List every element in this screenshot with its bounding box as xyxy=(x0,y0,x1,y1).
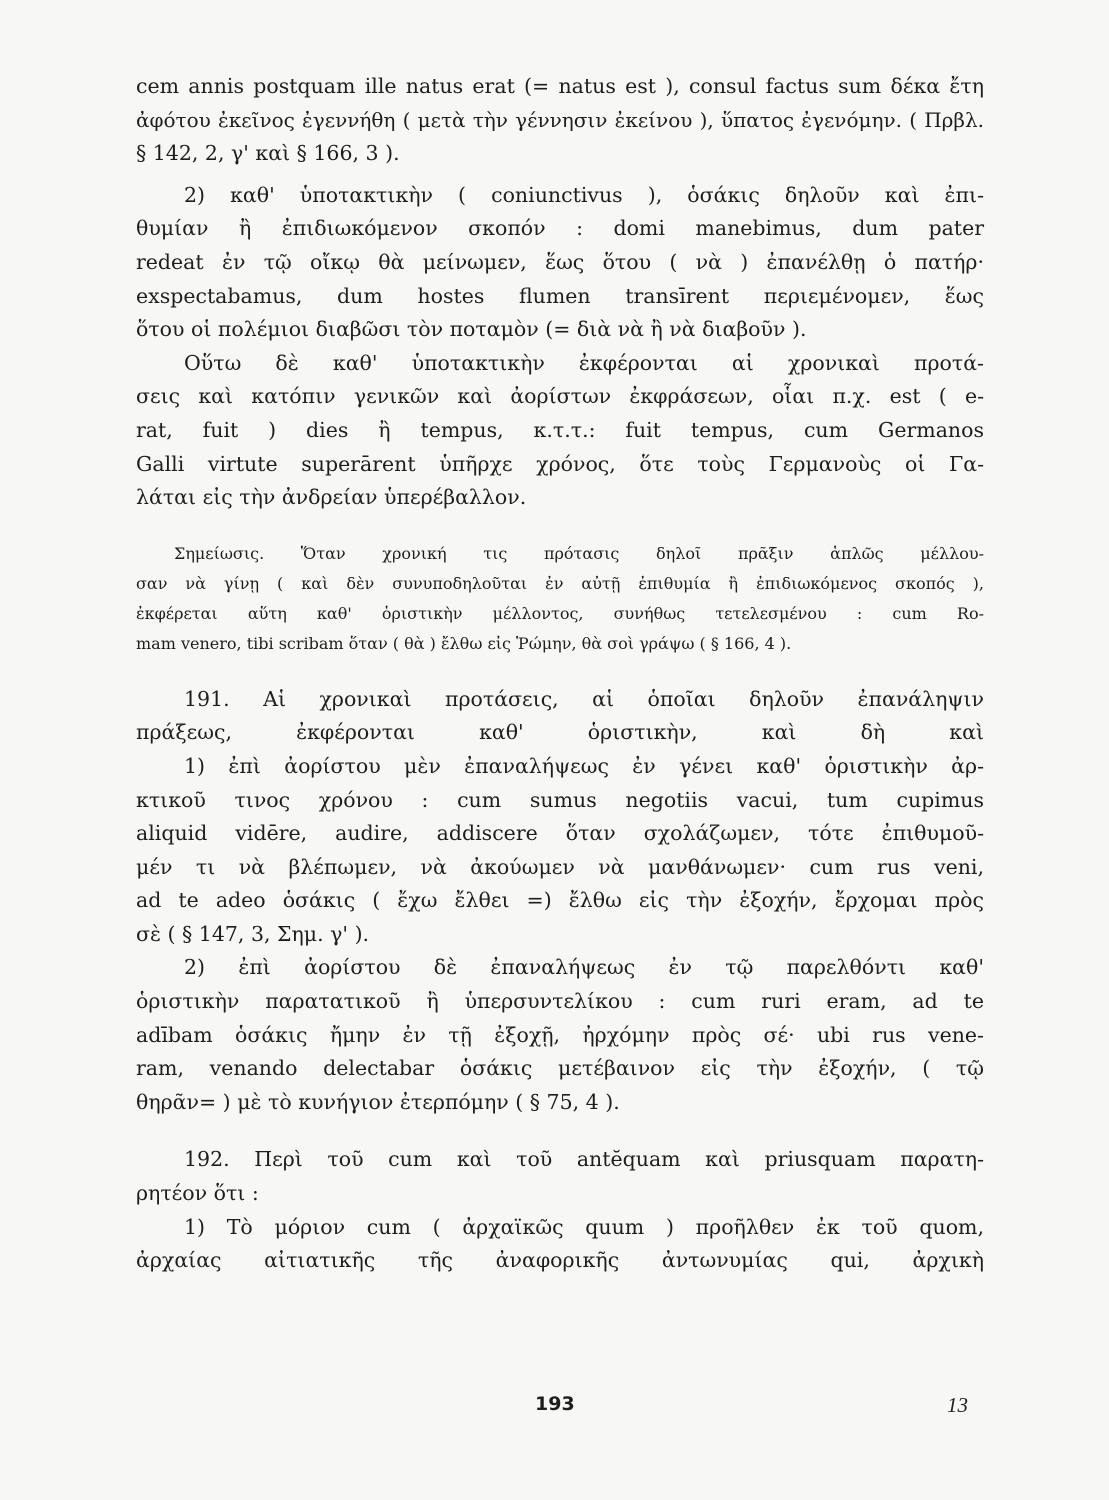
note-block xyxy=(136,539,984,659)
text-line: aliquid vidēre, audire, addiscere ὅταν σχολάζωμεν, τότε ἐπιθυμοῦ- xyxy=(136,821,984,846)
text-line: πράξεως, ἐκφέρονται καθ' ὁριστικὴν, καὶ δὴ καὶ xyxy=(136,720,984,745)
text-line: σεις καὶ κατόπιν γενικῶν καὶ ἀορίστων ἐκφράσεων, οἷαι π.χ. est ( e- xyxy=(136,384,984,409)
text-line: κτικοῦ τινος χρόνου : cum sumus negotiis vacui, tum cupimus xyxy=(136,787,984,812)
page-number: 193 xyxy=(535,1393,575,1415)
section-191-line: 191. Αἱ χρονικαὶ προτάσεις, αἱ ὁποῖαι δηλοῦν ἐπανάληψιν xyxy=(184,686,984,711)
text-line: ἀφότου ἐκεῖνος ἐγεννήθη ( μετὰ τὴν γέννησιν ἐκείνου ), ὕπατος ἐγενόμην. ( Πρβλ. xyxy=(136,107,984,132)
text-line: ram, venando delectabar ὁσάκις μετέβαινον εἰς τὴν ἐξοχήν, ( τῷ xyxy=(136,1056,984,1081)
note-line: Σημείωσις. Ὅταν χρονική τις πρότασις δηλοῖ πρᾶξιν ἁπλῶς μέλλου- xyxy=(174,543,984,563)
text-line: 2) καθ' ὑποτακτικὴν ( coniunctivus ), ὁσάκις δηλοῦν καὶ ἐπι- xyxy=(184,182,984,207)
text-line: 1) Τὸ μόριον cum ( ἀρχαϊκῶς quum ) προῆλθεν ἐκ τοῦ quom, xyxy=(184,1214,984,1239)
note-line: σαν νὰ γίνῃ ( καὶ δὲν συνυποδηλοῦται ἐν αὐτῇ ἐπιθυμία ἢ ἐπιδιωκόμενος σκοπός ), xyxy=(136,573,984,593)
text-line: Οὕτω δὲ καθ' ὑποτακτικὴν ἐκφέρονται αἱ χρονικαὶ προτά- xyxy=(184,350,984,375)
text-line: θυμίαν ἢ ἐπιδιωκόμενον σκοπόν : domi manebimus, dum pater xyxy=(136,216,984,241)
text-line: § 142, 2, γ' καὶ § 166, 3 ). xyxy=(136,141,400,166)
section-192-line: 192. Περὶ τοῦ cum καὶ τοῦ antĕquam καὶ priusquam παρατη- xyxy=(184,1147,984,1172)
signature-mark: 13 xyxy=(947,1393,968,1417)
text-line: 1) ἐπὶ ἀορίστου μὲν ἐπαναλήψεως ἐν γένει καθ' ὁριστικὴν ἀρ- xyxy=(184,753,984,778)
text-line: ad te adeo ὁσάκις ( ἔχω ἔλθει =) ἔλθω εἰς τὴν ἐξοχήν, ἔρχομαι πρὸς xyxy=(136,888,984,913)
note-line: mam venero, tibi scribam ὅταν ( θὰ ) ἔλθω εἰς Ῥώμην, θὰ σοὶ γράψω ( § 166, 4 ). xyxy=(136,633,792,653)
text-line: σὲ ( § 147, 3, Σημ. γ' ). xyxy=(136,921,370,946)
text-line: μέν τι νὰ βλέπωμεν, νὰ ἀκούωμεν νὰ μανθάνωμεν· cum rus veni, xyxy=(136,854,984,879)
text-line: cem annis postquam ille natus erat (= natus est ), consul factus sum δέκα ἔτη xyxy=(136,74,984,98)
text-line: ρητέον ὅτι : xyxy=(136,1181,259,1206)
text-line: Galli virtute superārent ὑπῆρχε χρόνος, ὅτε τοὺς Γερμανοὺς οἱ Γα- xyxy=(136,451,984,476)
text-line: rat, fuit ) dies ἢ tempus, κ.τ.τ.: fuit tempus, cum Germanos xyxy=(136,417,984,442)
text-line: adībam ὁσάκις ἤμην ἐν τῇ ἐξοχῇ, ἠρχόμην πρὸς σέ· ubi rus vene- xyxy=(136,1022,984,1047)
text-line: exspectabamus, dum hostes flumen transīrent περιεμένομεν, ἕως xyxy=(136,283,984,308)
text-line: ὅτου οἱ πολέμιοι διαβῶσι τὸν ποταμὸν (= διὰ νὰ ἢ νὰ διαβοῦν ). xyxy=(136,317,807,342)
page-body xyxy=(136,70,984,1278)
note-line: ἐκφέρεται αὕτη καθ' ὁριστικὴν μέλλοντος, συνήθως τετελεσμένου : cum Ro- xyxy=(136,603,984,623)
text-line: θηρᾶν= ) μὲ τὸ κυνήγιον ἐτερπόμην ( § 75, 4 ). xyxy=(136,1089,620,1114)
text-line: redeat ἐν τῷ οἴκῳ θὰ μείνωμεν, ἕως ὅτου ( νὰ ) ἐπανέλθῃ ὁ πατήρ· xyxy=(136,249,984,274)
text-line: λάται εἰς τὴν ἀνδρείαν ὑπερέβαλλον. xyxy=(136,485,527,510)
text-line: ἀρχαίας αἰτιατικῆς τῆς ἀναφορικῆς ἀντωνυμίας qui, ἀρχικὴ xyxy=(136,1248,984,1273)
page-footer xyxy=(0,1393,1109,1419)
text-line: ὁριστικὴν παρατατικοῦ ἢ ὑπερσυντελίκου : cum ruri eram, ad te xyxy=(136,989,984,1014)
text-line: 2) ἐπὶ ἀορίστου δὲ ἐπαναλήψεως ἐν τῷ παρελθόντι καθ' xyxy=(184,955,984,980)
